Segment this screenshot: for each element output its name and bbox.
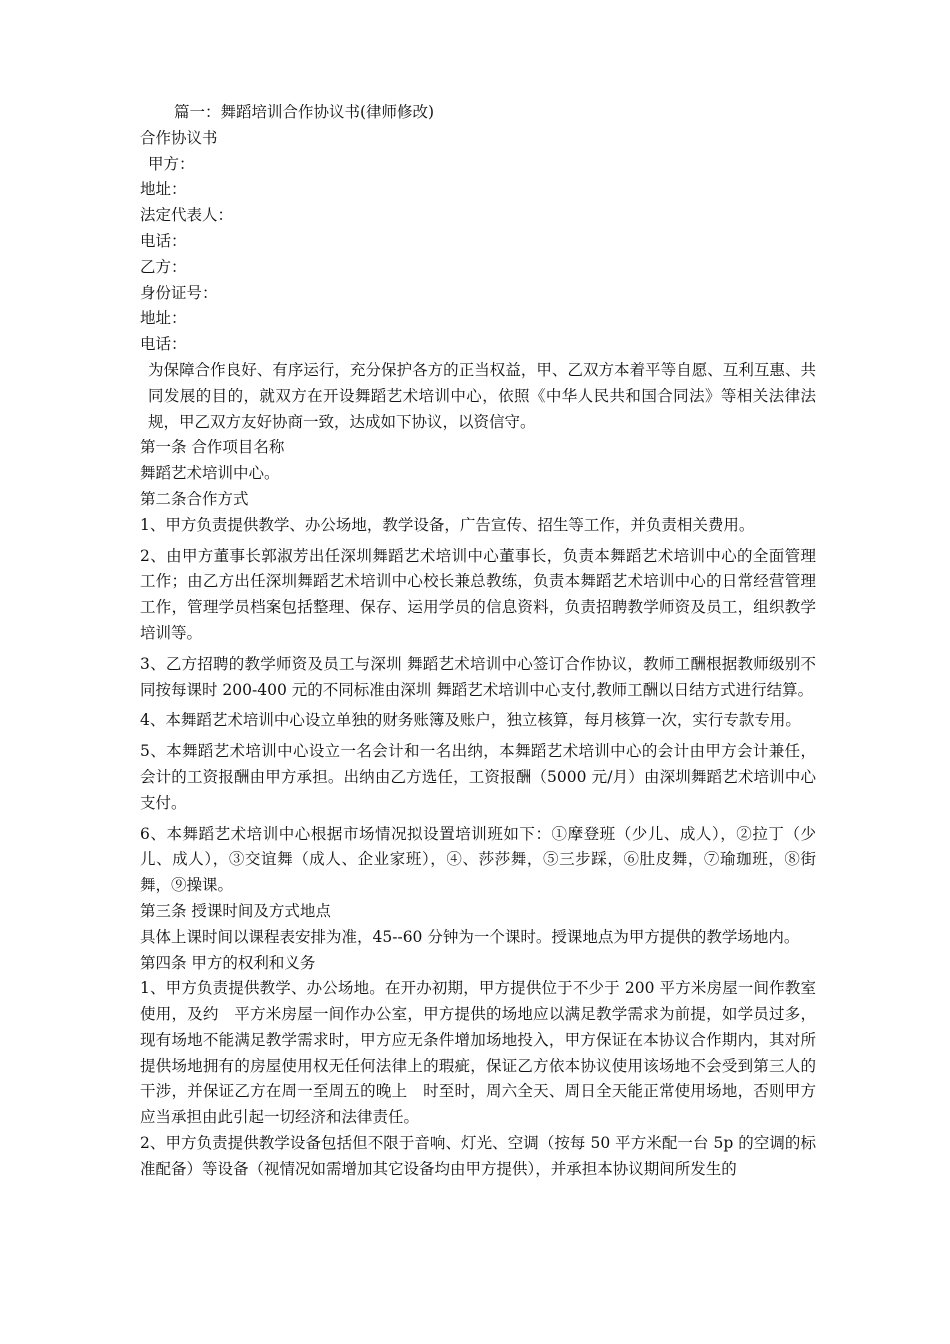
article-4-item-1: 1、甲方负责提供教学、办公场地。在开办初期，甲方提供位于不少于 200 平方米房屋一间作教室使用，及约 平方米房屋一间作办公室，甲方提供的场地应以满足教学需求为前提，如学员过多，现有场地不能满足教学需求时，甲方应无条件增加场地投入，甲方保证在本协议合作期内，其对所提供场地拥有的房屋使用权无任何法律上的瑕疵，保证乙方依本协议使用该场地不会受到第三人的干涉，并保证乙方在周一至周五的晚上 时至时，周六全天、周日全天能正常使用场地，否则甲方应当承担由此引起一切经济和法律责任。 <box>140 979 816 1127</box>
party-b-phone-label: 电话： <box>140 335 187 354</box>
party-b-address-label: 地址： <box>140 309 187 328</box>
article-2-title: 第二条合作方式 <box>140 489 249 508</box>
intro-paragraph: 为保障合作良好、有序运行，充分保护各方的正当权益，甲、乙双方本着平等自愿、互利互惠、共同发展的目的，就双方在开设舞蹈艺术培训中心，依照《中华人民共和国合同法》等相关法律法规，甲乙双方友好协商一致，达成如下协议，以资信守。 <box>148 360 816 431</box>
article-3-body: 具体上课时间以课程表安排为准，45--60 分钟为一个课时。授课地点为甲方提供的教学场地内。 <box>140 927 800 946</box>
party-a-address-label: 地址： <box>140 180 187 199</box>
document-title: 篇一：舞蹈培训合作协议书(律师修改) <box>174 103 435 121</box>
article-2-item-4: 4、本舞蹈艺术培训中心设立单独的财务账簿及账户，独立核算，每月核算一次，实行专款专用。 <box>140 711 801 730</box>
article-2-item-3: 3、乙方招聘的教学师资及员工与深圳 舞蹈艺术培训中心签订合作协议，教师工酬根据教师级别不同按每课时 200-400 元的不同标准由深圳 舞蹈艺术培训中心支付,教师工酬以日结方式进行结算。 <box>140 654 816 699</box>
article-2-item-6: 6、本舞蹈艺术培训中心根据市场情况拟设置培训班如下：①摩登班（少儿、成人），②拉丁（少儿、成人），③交谊舞（成人、企业家班），④、莎莎舞，⑤三步踩，⑥肚皮舞，⑦瑜珈班，⑧街舞，⑨操课。 <box>140 824 816 895</box>
legal-representative-label: 法定代表人： <box>140 206 234 225</box>
id-number-label: 身份证号： <box>140 283 218 302</box>
party-a-phone-label: 电话： <box>140 231 187 250</box>
party-a-label: 甲方： <box>148 154 195 173</box>
article-2-item-1: 1、甲方负责提供教学、办公场地，教学设备，广告宣传、招生等工作，并负责相关费用。 <box>140 515 755 534</box>
document-page <box>140 100 816 1183</box>
article-2-item-2: 2、由甲方董事长郭淑芳出任深圳舞蹈艺术培训中心董事长，负责本舞蹈艺术培训中心的全面管理工作；由乙方出任深圳舞蹈艺术培训中心校长兼总教练，负责本舞蹈艺术培训中心的日常经营管理工作，管理学员档案包括整理、保存、运用学员的信息资料，负责招聘教学师资及员工，组织教学培训等。 <box>140 546 816 642</box>
article-3-title: 第三条 授课时间及方式地点 <box>140 901 331 920</box>
article-1-title: 第一条 合作项目名称 <box>140 438 285 457</box>
article-4-item-2: 2、甲方负责提供教学设备包括但不限于音响、灯光、空调（按每 50 平方米配一台 5p 的空调的标准配备）等设备（视情况如需增加其它设备均由甲方提供），并承担本协议期间所发生的 <box>140 1134 816 1178</box>
article-4-title: 第四条 甲方的权利和义务 <box>140 953 316 972</box>
article-2-item-5: 5、本舞蹈艺术培训中心设立一名会计和一名出纳，本舞蹈艺术培训中心的会计由甲方会计兼任，会计的工资报酬由甲方承担。出纳由乙方选任，工资报酬（5000 元/月）由深圳舞蹈艺术培训中心支付。 <box>140 742 816 812</box>
document-heading: 合作协议书 <box>140 128 218 147</box>
party-b-label: 乙方： <box>140 257 187 276</box>
article-1-body: 舞蹈艺术培训中心。 <box>140 464 280 483</box>
